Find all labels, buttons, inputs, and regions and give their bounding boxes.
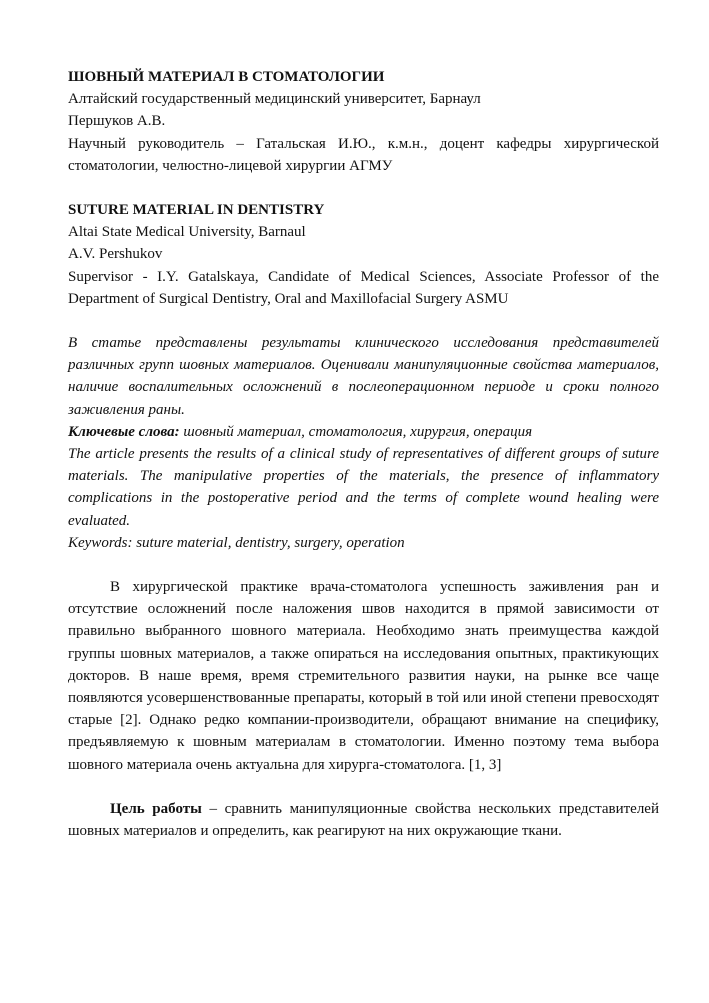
en-affiliation: Altai State Medical University, Barnaul	[68, 224, 306, 241]
goal-paragraph	[68, 798, 659, 842]
en-supervisor: Supervisor - I.Y. Gatalskaya, Candidate of Medical Sciences, Associate Professor of the Department of Surgical Dentistry, Oral and Maxillofacial Surgery ASMU	[68, 268, 659, 307]
spacer	[68, 177, 659, 199]
ru-affiliation: Алтайский государственный медицинский университет, Барнаул	[68, 91, 481, 108]
intro-paragraph: В хирургической практике врача-стоматолога успешность заживления ран и отсутствие осложнений после наложения швов находится в прямой зависимости от правильно выбранного шовного материала. Необходимо знать преимущества каждой группы шовных материалов, а также опираться на исследования опытных, практикующих докторов. В наше время, время стремительного развития науки, на рынке все чаще появляются усовершенствованные препараты, который в той или иной степени превосходят старые [2]. Однако редко компании-производители, обращают внимание на специфику, предъявляемую к шовным материалам в стоматологии. Именно поэтому тема выбора шовного материала очень актуальна для хирурга-стоматолога. [1, 3]	[68, 579, 659, 773]
en-abstract: The article presents the results of a clinical study of representatives of different groups of suture materials. The manipulative properties of the materials, the presence of inflammatory complications in the postoperative period and the terms of complete wound healing were evaluated.	[68, 446, 659, 529]
goal-label: Цель работы	[110, 800, 202, 817]
ru-keywords-label: Ключевые слова:	[68, 423, 180, 440]
en-keywords: Keywords: suture material, dentistry, surgery, operation	[68, 534, 405, 551]
ru-header	[68, 66, 659, 177]
ru-keywords	[68, 421, 659, 443]
ru-keywords-text: шовный материал, стоматология, хирургия, операция	[179, 423, 533, 440]
ru-supervisor: Научный руководитель – Гатальская И.Ю., к.м.н., доцент кафедры хирургической стоматологии, челюстно-лицевой хирургии АГМУ	[68, 135, 659, 174]
en-title: SUTURE MATERIAL IN DENTISTRY	[68, 202, 325, 219]
spacer	[68, 776, 659, 798]
ru-title: ШОВНЫЙ МАТЕРИАЛ В СТОМАТОЛОГИИ	[68, 69, 385, 85]
spacer	[68, 310, 659, 332]
spacer	[68, 554, 659, 576]
en-author: A.V. Pershukov	[68, 246, 163, 263]
en-header	[68, 199, 659, 310]
abstract	[68, 332, 659, 554]
document-page	[68, 66, 659, 842]
ru-abstract: В статье представлены результаты клинического исследования представителей различных групп шовных материалов. Оценивали манипуляционные свойства материалов, наличие воспалительных осложнений в послеоперационном периоде и сроки полного заживления раны.	[68, 335, 659, 418]
ru-author: Першуков А.В.	[68, 113, 166, 130]
goal-text: – сравнить манипуляционные свойства нескольких представителей шовных материалов и определить, как реагируют на них окружающие ткани.	[68, 800, 659, 840]
